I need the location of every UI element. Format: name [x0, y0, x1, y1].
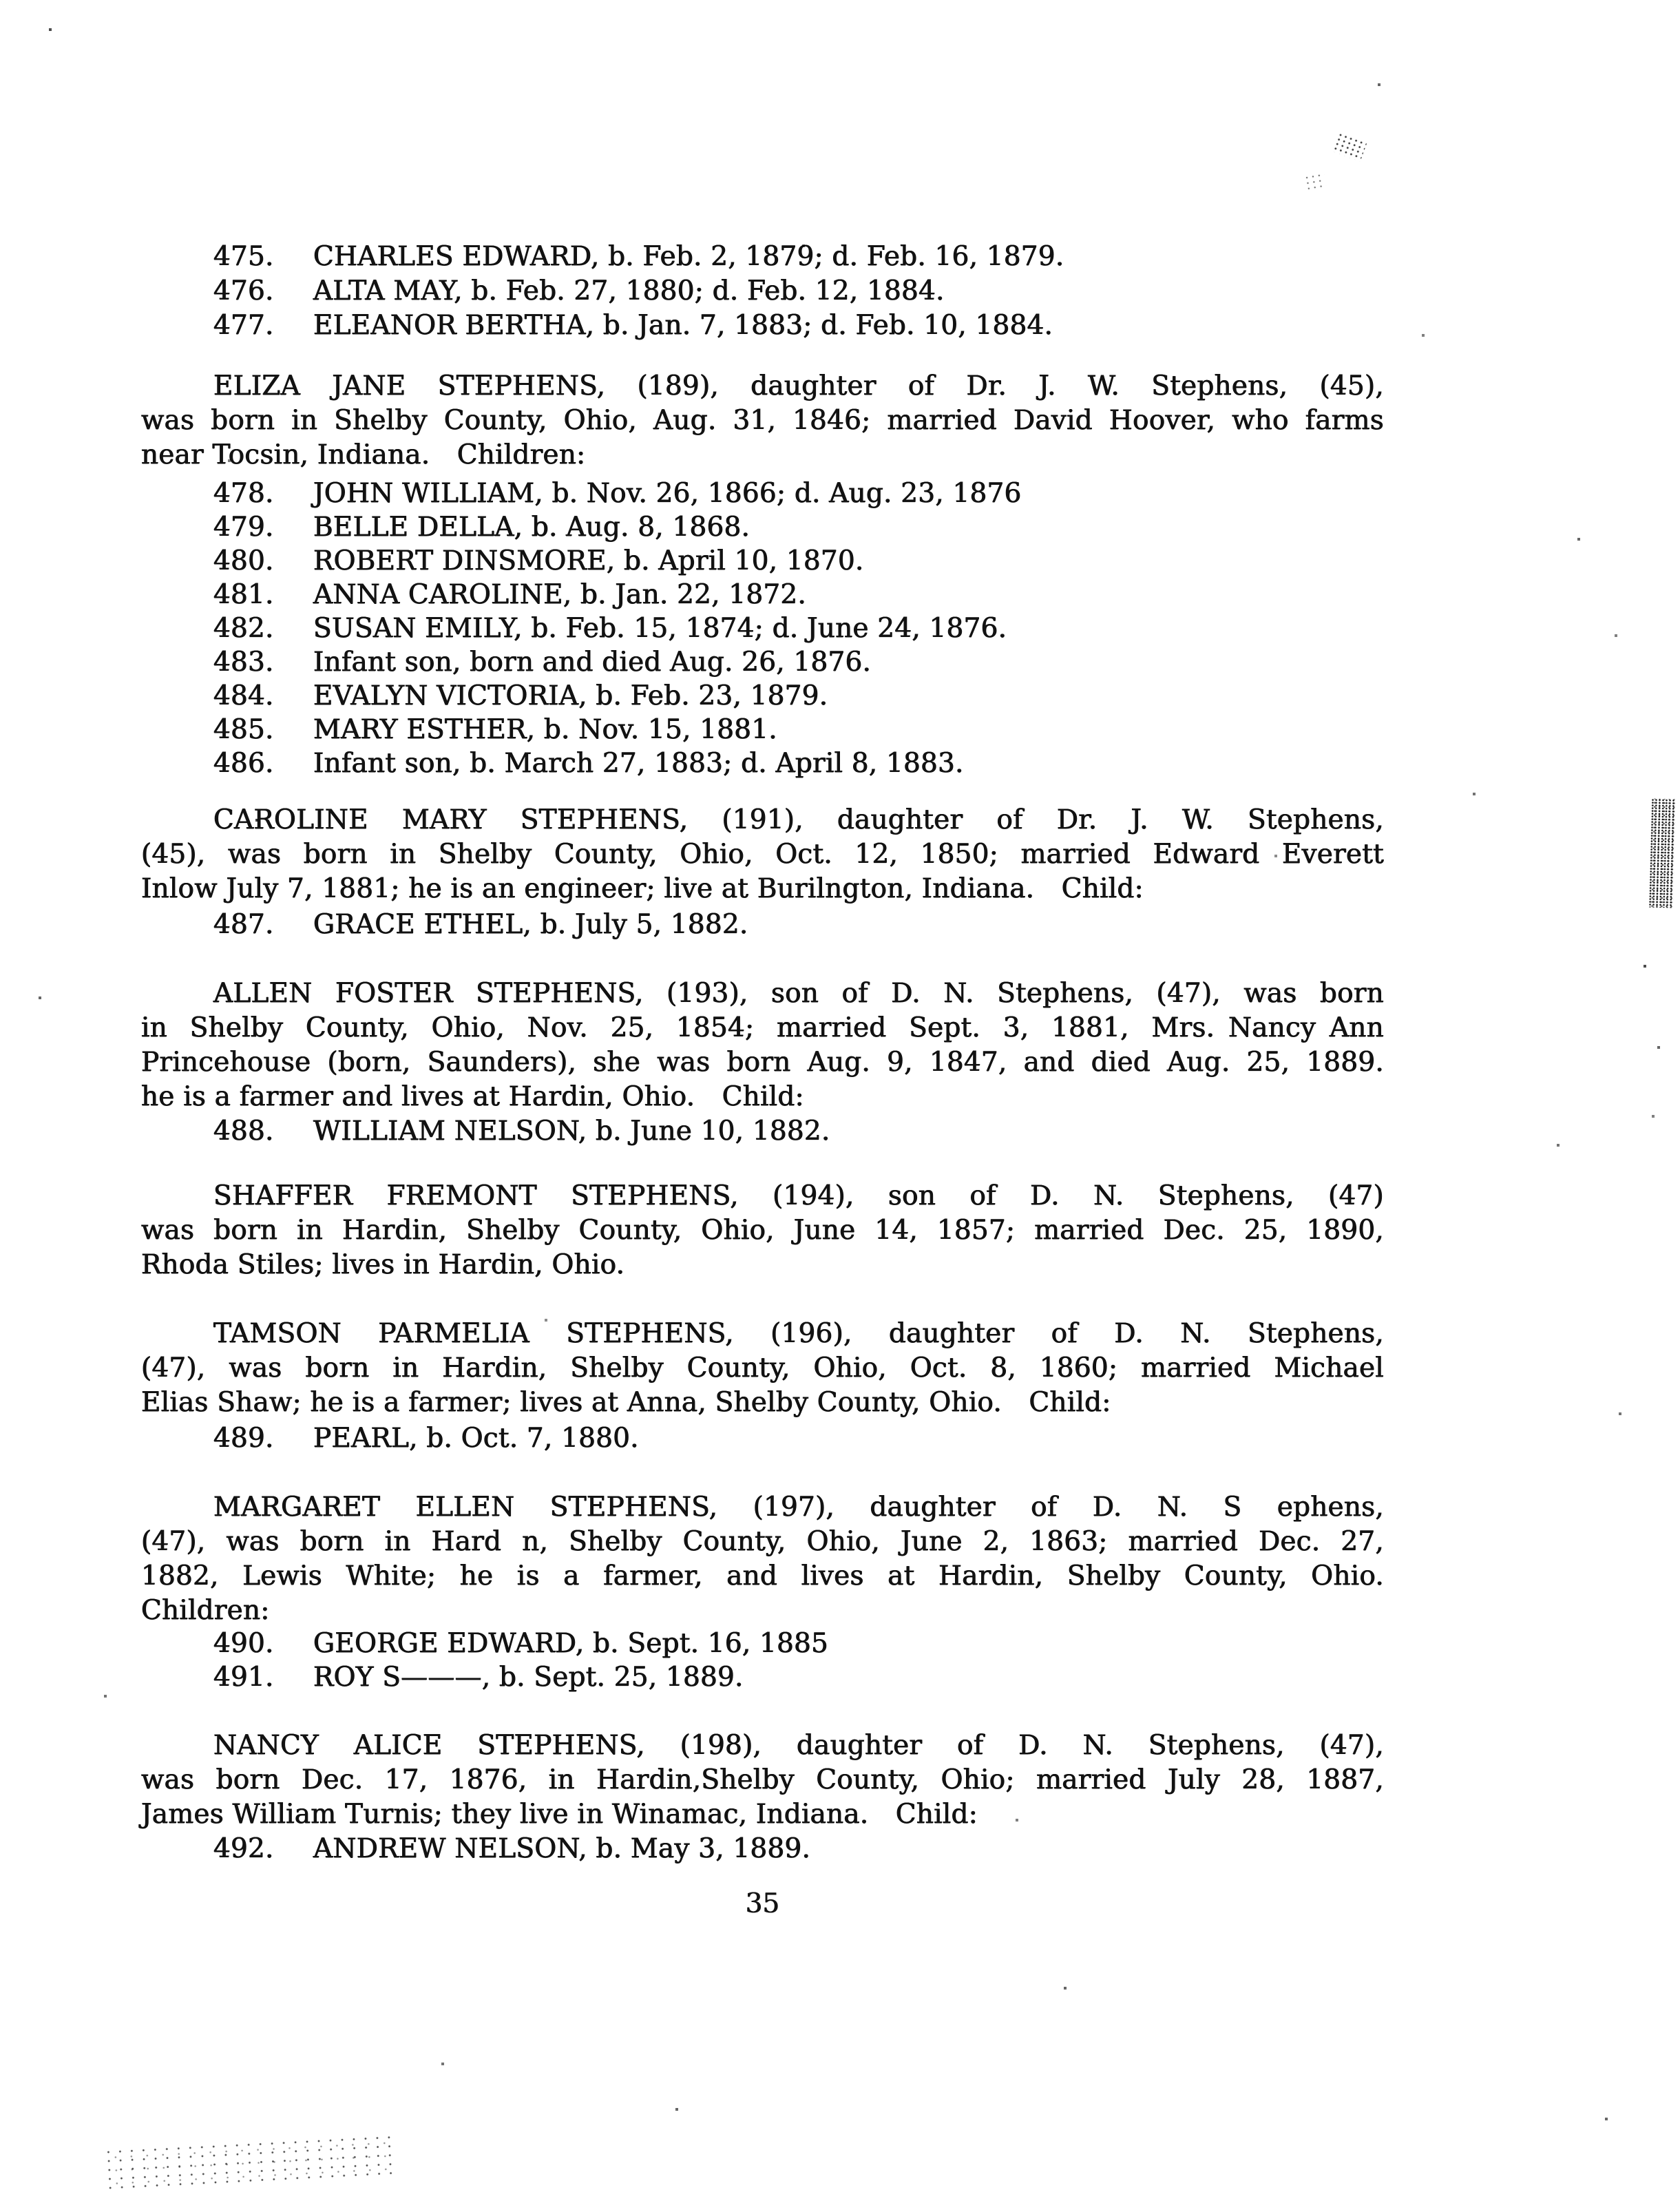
- child-number: 490.: [213, 1628, 274, 1659]
- child-text: GRACE ETHEL, b. July 5, 1882.: [313, 909, 748, 940]
- entry-line: (47), was born in Hard n, Shelby County, Ohio, June 2, 1863; married Dec. 27,: [141, 1526, 1384, 1557]
- child-number: 482.: [213, 613, 274, 644]
- child-record: [141, 645, 1384, 679]
- child-number: 485.: [213, 714, 274, 745]
- child-number: 488.: [213, 1116, 274, 1147]
- entry-line: Children:: [141, 1595, 270, 1626]
- entry-line: was born in Shelby County, Ohio, Aug. 31, 1846; married David Hoover, who farms: [141, 405, 1384, 436]
- entry-caroline-mary: [141, 803, 1384, 906]
- child-record: [141, 1832, 1384, 1866]
- entry-nancy-alice: [141, 1729, 1384, 1832]
- child-record: [141, 612, 1384, 645]
- child-number: 481.: [213, 579, 274, 610]
- child-text: SUSAN EMILY, b. Feb. 15, 1874; d. June 24, 1876.: [313, 613, 1007, 644]
- child-text: ROY S———, b. Sept. 25, 1889.: [313, 1662, 744, 1693]
- entry-allen-foster: [141, 977, 1384, 1114]
- child-number: 476.: [213, 275, 274, 306]
- child-number: 484.: [213, 680, 274, 711]
- scan-speckle-cluster-bottom-left: [103, 2133, 394, 2192]
- child-text: Infant son, born and died Aug. 26, 1876.: [313, 647, 872, 678]
- child-text: ALTA MAY, b. Feb. 27, 1880; d. Feb. 12, 1884.: [313, 275, 945, 306]
- entry-tamson-parmelia: [141, 1317, 1384, 1420]
- child-record: [141, 578, 1384, 612]
- scan-speckle-cluster-top-right: [1332, 132, 1367, 161]
- child-487: [141, 908, 1384, 941]
- entry-line: James William Turnis; they live in Winamac, Indiana. Child:: [141, 1799, 978, 1830]
- scan-noise-dots: [0, 0, 1, 1]
- child-number: 492.: [213, 1833, 274, 1864]
- child-record: [141, 274, 1384, 309]
- entry-line: (45), was born in Shelby County, Ohio, Oct. 12, 1850; married Edward Everett: [141, 839, 1384, 870]
- scan-speckle-cluster-top-right-2: [1303, 172, 1327, 194]
- child-text: ANNA CAROLINE, b. Jan. 22, 1872.: [313, 579, 807, 610]
- child-record: [141, 747, 1384, 780]
- entry-line: 1882, Lewis White; he is a farmer, and lives at Hardin, Shelby County, Ohio.: [141, 1561, 1384, 1591]
- children-475-477: [141, 240, 1384, 343]
- child-record: [141, 1660, 1384, 1694]
- child-number: 475.: [213, 241, 274, 272]
- child-text: ROBERT DINSMORE, b. April 10, 1870.: [313, 545, 864, 576]
- entry-line: ALLEN FOSTER STEPHENS, (193), son of D. N. Stephens, (47), was born: [213, 978, 1384, 1009]
- entry-line: MARGARET ELLEN STEPHENS, (197), daughter of D. N. S ephens,: [213, 1492, 1384, 1523]
- children-490-491: [141, 1627, 1384, 1694]
- child-number: 479.: [213, 512, 274, 543]
- child-record: [141, 309, 1384, 343]
- child-489: [141, 1421, 1384, 1455]
- child-record: [141, 477, 1384, 510]
- child-492: [141, 1832, 1384, 1866]
- entry-line: NANCY ALICE STEPHENS, (198), daughter of D. N. Stephens, (47),: [213, 1730, 1384, 1761]
- child-record: [141, 1627, 1384, 1660]
- entry-line: Rhoda Stiles; lives in Hardin, Ohio.: [141, 1249, 625, 1280]
- child-number: 483.: [213, 647, 274, 678]
- entry-line: in Shelby County, Ohio, Nov. 25, 1854; married Sept. 3, 1881, Mrs. Nancy Ann: [141, 1012, 1384, 1043]
- entry-eliza-jane: [141, 369, 1384, 472]
- child-record: [141, 908, 1384, 941]
- entry-line: he is a farmer and lives at Hardin, Ohio. Child:: [141, 1081, 804, 1112]
- child-record: [141, 544, 1384, 578]
- entry-line: CAROLINE MARY STEPHENS, (191), daughter of Dr. J. W. Stephens,: [213, 804, 1384, 835]
- child-number: 477.: [213, 310, 274, 341]
- child-number: 478.: [213, 478, 274, 509]
- entry-line: Princehouse (born, Saunders), she was born Aug. 9, 1847, and died Aug. 25, 1889.: [141, 1047, 1384, 1078]
- child-text: ELEANOR BERTHA, b. Jan. 7, 1883; d. Feb. 10, 1884.: [313, 310, 1053, 341]
- child-text: BELLE DELLA, b. Aug. 8, 1868.: [313, 512, 750, 543]
- child-text: MARY ESTHER, b. Nov. 15, 1881.: [313, 714, 777, 745]
- entry-line: ELIZA JANE STEPHENS, (189), daughter of Dr. J. W. Stephens, (45),: [213, 370, 1384, 401]
- page-number: 35: [745, 1888, 780, 1919]
- child-text: ANDREW NELSON, b. May 3, 1889.: [313, 1833, 811, 1864]
- child-text: GEORGE EDWARD, b. Sept. 16, 1885: [313, 1628, 829, 1659]
- entry-line: (47), was born in Hardin, Shelby County, Ohio, Oct. 8, 1860; married Michael: [141, 1353, 1384, 1384]
- child-record: [141, 510, 1384, 544]
- child-text: JOHN WILLIAM, b. Nov. 26, 1866; d. Aug. 23, 1876: [313, 478, 1022, 509]
- entry-shaffer-fremont: [141, 1179, 1384, 1282]
- child-number: 491.: [213, 1662, 274, 1693]
- entry-line: SHAFFER FREMONT STEPHENS, (194), son of D. N. Stephens, (47): [213, 1180, 1384, 1211]
- entry-line: was born in Hardin, Shelby County, Ohio, June 14, 1857; married Dec. 25, 1890,: [141, 1215, 1384, 1246]
- child-text: PEARL, b. Oct. 7, 1880.: [313, 1423, 639, 1454]
- child-record: [141, 679, 1384, 713]
- entry-line: near Tocsin, Indiana. Children:: [141, 439, 586, 470]
- children-478-486: [141, 477, 1384, 780]
- child-number: 487.: [213, 909, 274, 940]
- entry-line: was born Dec. 17, 1876, in Hardin,Shelby County, Ohio; married July 28, 1887,: [141, 1764, 1384, 1795]
- child-number: 486.: [213, 748, 274, 779]
- child-488: [141, 1114, 1384, 1148]
- child-text: EVALYN VICTORIA, b. Feb. 23, 1879.: [313, 680, 828, 711]
- child-text: WILLIAM NELSON, b. June 10, 1882.: [313, 1116, 830, 1147]
- child-text: Infant son, b. March 27, 1883; d. April 8, 1883.: [313, 748, 964, 779]
- child-number: 480.: [213, 545, 274, 576]
- child-text: CHARLES EDWARD, b. Feb. 2, 1879; d. Feb. 16, 1879.: [313, 241, 1064, 272]
- child-record: [141, 240, 1384, 274]
- entry-line: Elias Shaw; he is a farmer; lives at Anna, Shelby County, Ohio. Child:: [141, 1387, 1111, 1418]
- child-record: [141, 713, 1384, 747]
- child-number: 489.: [213, 1423, 274, 1454]
- entry-line: Inlow July 7, 1881; he is an engineer; live at Burilngton, Indiana. Child:: [141, 873, 1144, 904]
- scan-ink-streak: [1648, 799, 1676, 908]
- child-record: [141, 1421, 1384, 1455]
- child-record: [141, 1114, 1384, 1148]
- entry-margaret-ellen: [141, 1490, 1384, 1628]
- entry-line: TAMSON PARMELIA STEPHENS, (196), daughter of D. N. Stephens,: [213, 1318, 1384, 1349]
